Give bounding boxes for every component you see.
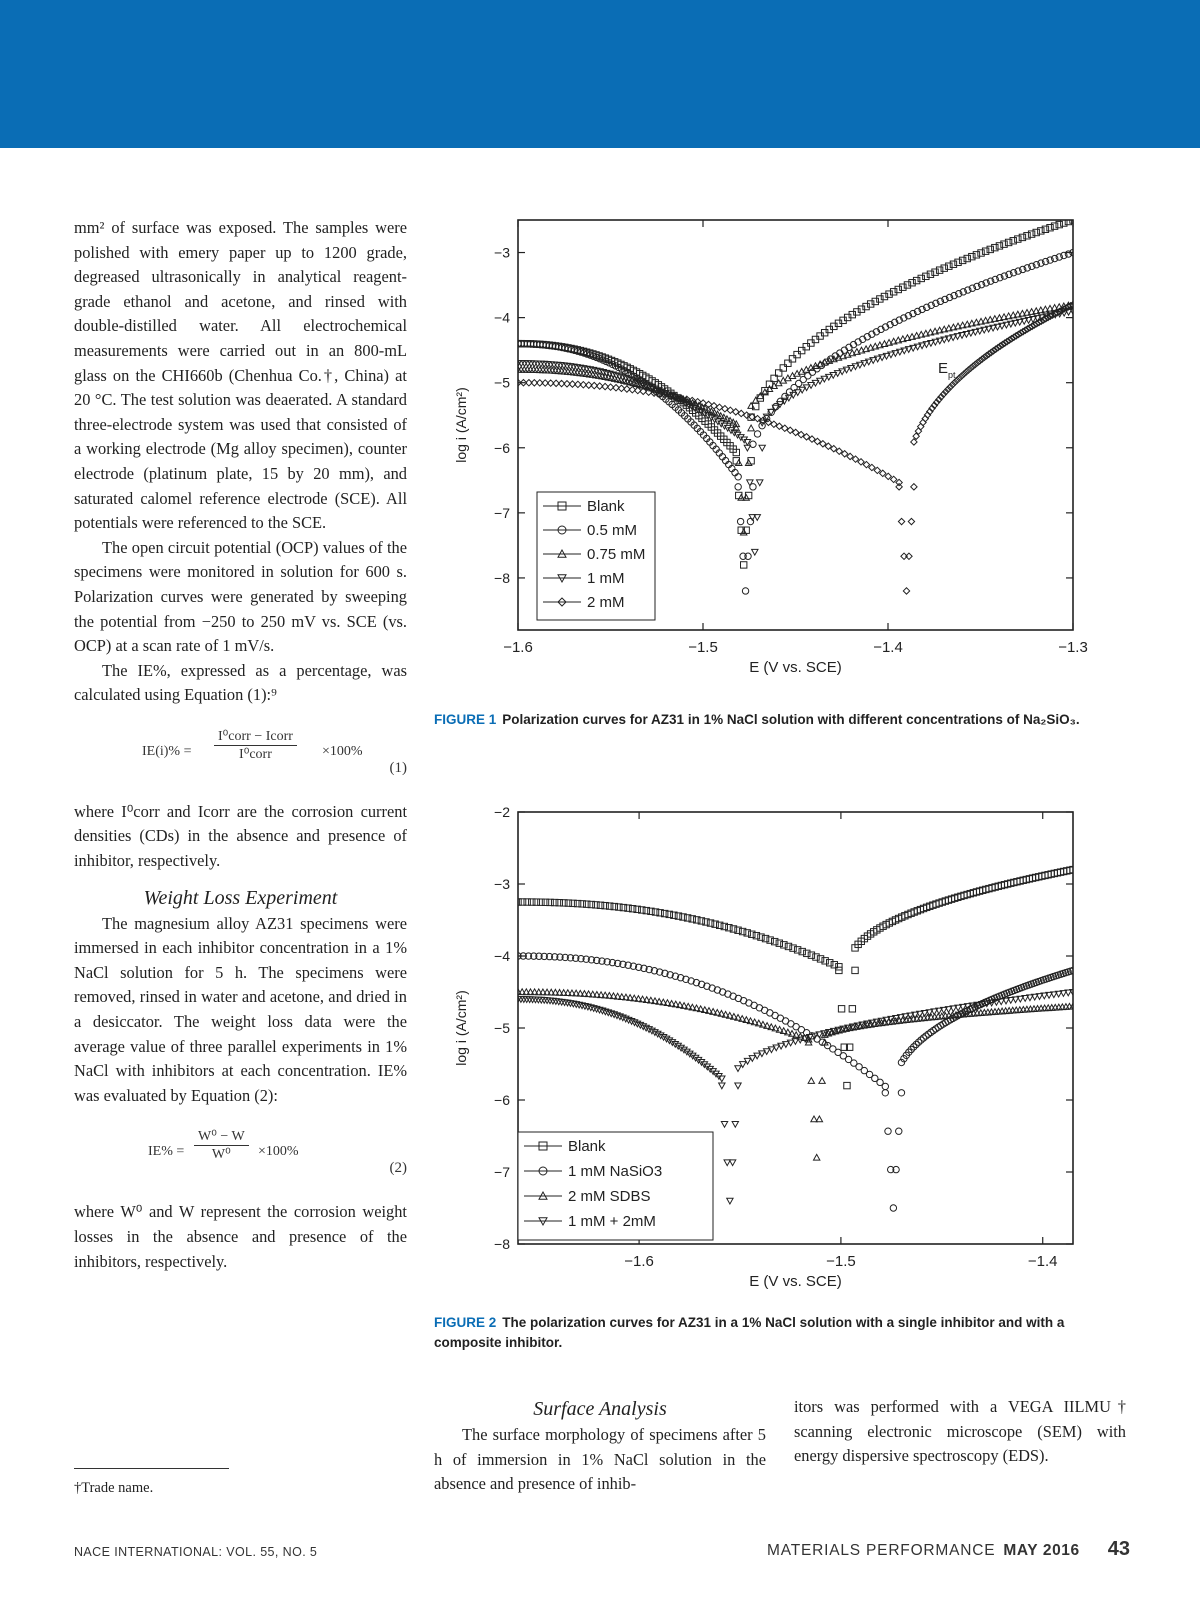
- legend-label: 2 mM: [587, 594, 625, 611]
- data-point: [584, 901, 590, 907]
- data-point: [817, 956, 823, 962]
- data-point: [895, 286, 901, 292]
- equation-2: [74, 1122, 407, 1186]
- data-point: [1001, 241, 1007, 247]
- y-tick-label: −5: [494, 374, 510, 391]
- data-point: [886, 291, 892, 297]
- figure-label: FIGURE 2: [434, 1315, 497, 1330]
- footer-org: NACE INTERNATIONAL:: [74, 1545, 223, 1559]
- data-point: [736, 460, 742, 466]
- data-point: [524, 899, 530, 905]
- equation-multiplier: ×100%: [322, 743, 363, 759]
- paragraph: The IE%, expressed as a percentage, was calculated using Equation (1):⁹: [74, 660, 407, 705]
- data-point: [900, 284, 906, 290]
- data-point: [789, 356, 795, 362]
- footnote-rule: [74, 1468, 229, 1469]
- section-heading: Weight Loss Experiment: [143, 886, 338, 909]
- footer-right: [767, 1538, 1130, 1561]
- y-axis-label: log i (A/cm²): [453, 990, 469, 1066]
- data-point: [964, 255, 970, 261]
- data-point: [565, 900, 571, 906]
- data-point: [727, 1198, 733, 1204]
- data-point: [896, 1128, 902, 1134]
- equation-numerator: W⁰ − W: [194, 1128, 249, 1146]
- data-point: [805, 373, 811, 379]
- data-point: [742, 588, 748, 594]
- legend-label: 1 mM + 2mM: [568, 1213, 656, 1230]
- paragraph: The magnesium alloy AZ31 specimens were immersed in each inhibitor concentration in a 1% NaCl solution for 5 h. The specimens were removed, rinsed in water and acetone, and dried in a desiccator. The weight loss data were the average value of three parallel experiments in 1% NaCl with inhibitors at each concentration. IE% was evaluated by Equation (2):: [74, 913, 407, 1105]
- data-point: [898, 518, 904, 524]
- footer-volume: VOL. 55, NO. 5: [222, 1545, 318, 1559]
- footer-left: [74, 1545, 317, 1559]
- data-point: [593, 902, 599, 908]
- left-column: [74, 216, 407, 1274]
- data-point: [945, 386, 951, 392]
- y-tick-label: −8: [494, 1236, 510, 1252]
- data-point: [838, 1006, 844, 1012]
- data-point: [741, 562, 747, 568]
- data-point: [735, 1083, 741, 1089]
- section-heading: Surface Analysis: [533, 1398, 667, 1420]
- data-point: [959, 257, 965, 263]
- data-point: [898, 1090, 904, 1096]
- footer-journal: MATERIALS PERFORMANCE: [767, 1542, 996, 1559]
- data-point: [790, 945, 796, 951]
- data-point: [519, 899, 525, 905]
- data-point: [757, 480, 763, 486]
- paragraph: The surface morphology of specimens after 5 h of immersion in 1% NaCl solution in the absence and presence of inhib-: [434, 1425, 766, 1494]
- data-point: [867, 301, 873, 307]
- surface-col-1: [434, 1395, 766, 1497]
- y-axis-label: log i (A/cm²): [453, 387, 469, 463]
- equation-number: (1): [389, 759, 407, 776]
- data-point: [1033, 229, 1039, 235]
- data-point: [956, 375, 962, 381]
- equation-lhs: IE% =: [148, 1144, 185, 1160]
- data-point: [827, 960, 833, 966]
- data-point: [877, 296, 883, 302]
- figure-caption-text: The polarization curves for AZ31 in a 1% NaCl solution with a single inhibitor and with a composite inhibitor.: [434, 1315, 1065, 1350]
- data-point: [750, 441, 756, 447]
- data-point: [952, 379, 958, 385]
- legend-label: 1 mM: [587, 570, 625, 587]
- data-point: [890, 476, 896, 482]
- data-point: [762, 935, 768, 941]
- y-tick-label: −3: [494, 876, 510, 892]
- data-point: [737, 518, 743, 524]
- x-tick-label: −1.6: [624, 1253, 654, 1270]
- data-point: [781, 942, 787, 948]
- data-point: [896, 484, 902, 490]
- y-tick-label: −8: [494, 569, 510, 586]
- data-point: [799, 948, 805, 954]
- legend: [537, 492, 655, 620]
- data-point: [767, 937, 773, 943]
- y-tick-label: −5: [494, 1020, 510, 1036]
- data-point: [556, 900, 562, 906]
- data-point: [955, 259, 961, 265]
- data-point: [882, 1083, 888, 1089]
- data-point: [950, 261, 956, 267]
- data-point: [1042, 226, 1048, 232]
- data-point: [529, 899, 535, 905]
- equation-lhs: IE(i)% =: [142, 743, 192, 759]
- data-point: [1051, 223, 1057, 229]
- page-number: 43: [1107, 1538, 1130, 1560]
- data-point: [538, 899, 544, 905]
- data-point: [982, 248, 988, 254]
- data-point: [882, 1090, 888, 1096]
- y-tick-label: −6: [494, 1092, 510, 1108]
- data-point: [570, 900, 576, 906]
- equation-fraction: [214, 728, 297, 763]
- series-blank: [515, 866, 1076, 1088]
- data-point: [747, 480, 753, 486]
- data-point: [732, 1121, 738, 1127]
- data-point: [936, 267, 942, 273]
- data-point: [745, 460, 751, 466]
- data-point: [918, 423, 924, 429]
- data-point: [1028, 231, 1034, 237]
- data-point: [932, 269, 938, 275]
- data-point: [1038, 228, 1044, 234]
- data-point: [729, 1160, 735, 1166]
- data-point: [533, 899, 539, 905]
- data-point: [949, 381, 955, 387]
- data-point: [804, 950, 810, 956]
- x-tick-label: −1.4: [873, 639, 903, 656]
- data-point: [547, 899, 553, 905]
- y-tick-label: −7: [494, 1164, 510, 1180]
- y-tick-label: −4: [494, 948, 510, 964]
- data-point: [819, 1078, 825, 1084]
- data-point: [813, 1154, 819, 1160]
- data-point: [602, 902, 608, 908]
- x-tick-label: −1.4: [1027, 1253, 1058, 1270]
- data-point: [754, 431, 760, 437]
- data-point: [852, 967, 858, 973]
- data-point: [1056, 221, 1062, 227]
- legend-label: 2 mM SDBS: [568, 1188, 651, 1205]
- paragraph: where I⁰corr and Icorr are the corrosion current densities (CDs) in the absence and presence of inhibitor, respectively.: [74, 801, 407, 871]
- figure-1-caption: [434, 710, 1134, 730]
- data-point: [719, 1083, 725, 1089]
- paragraph: mm² of surface was exposed. The samples were polished with emery paper up to 1200 grade, degreased ultrasonically in analytical reagent-grade ethanol and acetone, and rinsed with double-distilled water. All electrochemical measurements were carried out in an 800-mL glass on the CHI660b (Chenhua Co.†, China) at 20 °C. The test solution was deaerated. A standard three-electrode system was used that consisted of a working electrode (Mg alloy specimen), counter electrode (platinum plate, 15 by 20 mm), and saturated calomel reference electrode (SCE). All potentials were referenced to the SCE.: [74, 218, 407, 533]
- y-tick-label: −7: [494, 504, 510, 521]
- data-point: [911, 484, 917, 490]
- data-point: [588, 901, 594, 907]
- data-point: [794, 947, 800, 953]
- data-point: [798, 347, 804, 353]
- paragraph: where W⁰ and W represent the corrosion weight losses in the absence and presence of the inhibitors, respectively.: [74, 1202, 407, 1271]
- data-point: [908, 518, 914, 524]
- data-point: [722, 406, 728, 412]
- surface-col-2: [794, 1395, 1126, 1469]
- equation-denominator: W⁰: [211, 1147, 231, 1163]
- data-point: [808, 952, 814, 958]
- legend-label: 1 mM NaSiO3: [568, 1163, 663, 1180]
- equation-fraction: [194, 1128, 249, 1163]
- data-point: [808, 1078, 814, 1084]
- legend-label: 0.75 mM: [587, 546, 646, 563]
- x-tick-label: −1.6: [503, 639, 533, 656]
- data-point: [629, 387, 635, 393]
- data-point: [785, 360, 791, 366]
- equation-numerator: I⁰corr − Icorr: [214, 728, 297, 746]
- data-point: [721, 1121, 727, 1127]
- data-point: [561, 900, 567, 906]
- data-point: [1010, 238, 1016, 244]
- data-point: [927, 271, 933, 277]
- data-point: [551, 899, 557, 905]
- paragraph: The open circuit potential (OCP) values of the specimens were monitored in solution for 600 s. Polarization curves were generated by sweeping the potential from −250 to 250 mV vs. SCE (vs. OCP) at a scan rate of 1 mV/s.: [74, 537, 407, 656]
- data-point: [849, 1006, 855, 1012]
- data-point: [735, 484, 741, 490]
- data-point: [745, 553, 751, 559]
- equation-1: [74, 722, 407, 786]
- data-point: [716, 404, 722, 410]
- legend-label: Blank: [568, 1138, 606, 1155]
- data-point: [904, 282, 910, 288]
- figure-caption-text: Polarization curves for AZ31 in 1% NaCl solution with different concentrations of Na₂SiO₃.: [502, 712, 1080, 727]
- data-point: [776, 940, 782, 946]
- data-point: [754, 515, 760, 521]
- data-point: [579, 901, 585, 907]
- data-point: [735, 1066, 741, 1072]
- data-point: [992, 244, 998, 250]
- data-point: [881, 293, 887, 299]
- annotation-label: E: [937, 359, 948, 377]
- y-tick-label: −2: [494, 804, 510, 820]
- figure-1-chart: [430, 210, 1100, 700]
- data-point: [759, 445, 765, 451]
- data-point: [923, 273, 929, 279]
- data-point: [785, 943, 791, 949]
- data-point: [844, 1082, 850, 1088]
- equation-denominator: I⁰corr: [239, 746, 272, 762]
- data-point: [885, 1128, 891, 1134]
- equation-number: (2): [389, 1160, 407, 1177]
- data-point: [987, 246, 993, 252]
- data-point: [748, 425, 754, 431]
- data-point: [858, 306, 864, 312]
- data-point: [757, 395, 763, 401]
- data-point: [1061, 220, 1067, 226]
- data-point: [978, 250, 984, 256]
- data-point: [969, 253, 975, 259]
- data-point: [880, 470, 886, 476]
- data-point: [996, 243, 1002, 249]
- footnote: †Trade name.: [74, 1480, 154, 1496]
- figure-label: FIGURE 1: [434, 712, 497, 727]
- data-point: [872, 298, 878, 304]
- legend-label: Blank: [587, 498, 625, 515]
- footer-date: MAY 2016: [1003, 1542, 1080, 1559]
- y-tick-label: −6: [494, 439, 510, 456]
- data-point: [1024, 233, 1030, 239]
- data-point: [772, 938, 778, 944]
- x-axis-label: E (V vs. SCE): [749, 659, 842, 676]
- paragraph: itors was performed with a VEGA IILMU† scanning electronic microscope (SEM) with energy dispersive spectroscopy (EDS).: [794, 1397, 1126, 1466]
- annotation-subscript: pt: [947, 369, 956, 380]
- data-point: [1005, 239, 1011, 245]
- data-point: [1019, 234, 1025, 240]
- y-tick-label: −3: [494, 244, 510, 261]
- data-point: [890, 289, 896, 295]
- data-point: [885, 473, 891, 479]
- data-point: [813, 954, 819, 960]
- data-point: [958, 373, 964, 379]
- data-point: [1015, 236, 1021, 242]
- legend: [518, 1132, 713, 1240]
- header-banner: [0, 0, 1200, 148]
- data-point: [741, 529, 747, 535]
- figure-2-chart: [430, 800, 1100, 1300]
- data-point: [890, 1205, 896, 1211]
- data-point: [743, 494, 749, 500]
- data-point: [863, 303, 869, 309]
- data-point: [913, 277, 919, 283]
- data-point: [752, 549, 758, 555]
- legend-label: 0.5 mM: [587, 522, 638, 539]
- data-point: [918, 275, 924, 281]
- data-point: [896, 479, 902, 485]
- data-point: [574, 900, 580, 906]
- data-point: [973, 252, 979, 258]
- data-point: [909, 280, 915, 286]
- data-point: [903, 588, 909, 594]
- data-point: [816, 1116, 822, 1122]
- data-point: [941, 265, 947, 271]
- equation-multiplier: ×100%: [258, 1144, 299, 1160]
- data-point: [947, 384, 953, 390]
- data-point: [794, 351, 800, 357]
- x-tick-label: −1.3: [1058, 639, 1088, 656]
- data-point: [822, 958, 828, 964]
- x-axis-label: E (V vs. SCE): [749, 1273, 842, 1290]
- x-tick-label: −1.5: [826, 1253, 856, 1270]
- data-point: [597, 902, 603, 908]
- data-point: [946, 263, 952, 269]
- data-point: [1047, 225, 1053, 231]
- data-point: [542, 899, 548, 905]
- figure-2-caption: [434, 1313, 1134, 1353]
- y-tick-label: −4: [494, 309, 510, 326]
- x-tick-label: −1.5: [688, 639, 718, 656]
